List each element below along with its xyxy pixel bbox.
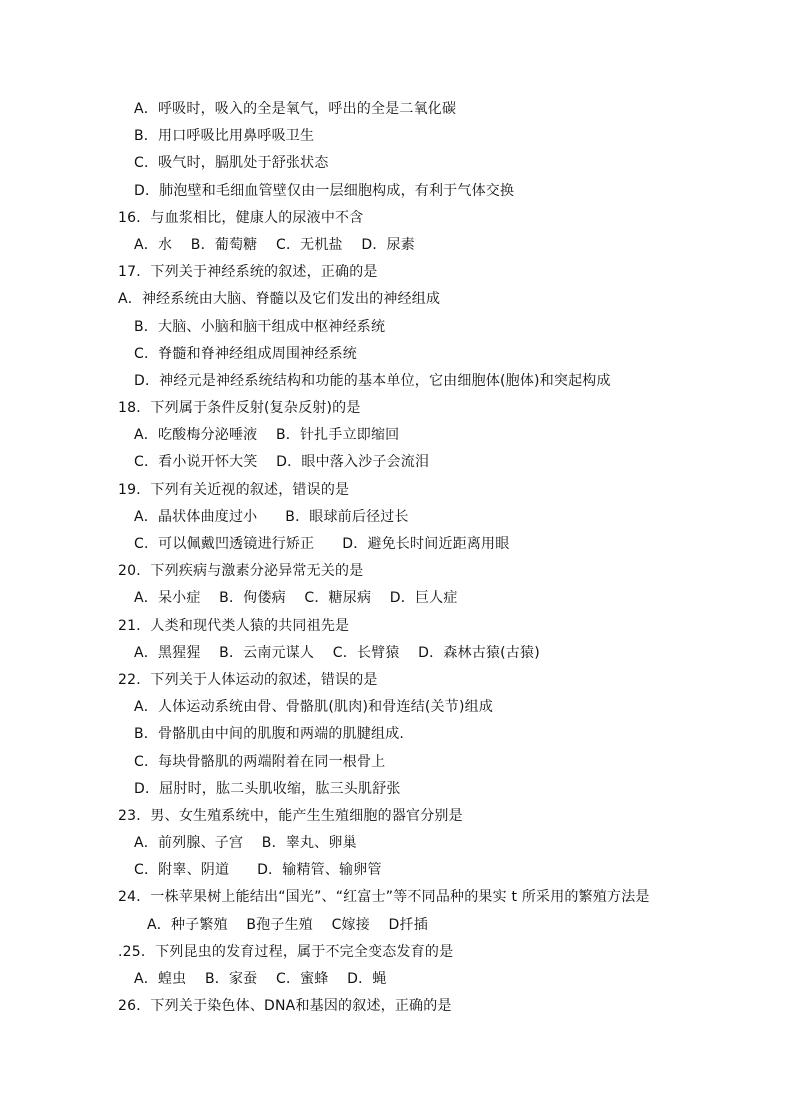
question-line: 22．下列关于人体运动的叙述，错误的是 xyxy=(118,671,378,688)
option-line: B．骨骼肌由中间的肌腹和两端的肌腱组成. xyxy=(134,726,405,743)
option-line: C．每块骨骼肌的两端附着在同一根骨上 xyxy=(134,753,386,770)
option-line: A．晶状体曲度过小 B．眼球前后径过长 xyxy=(134,508,409,525)
option-line: C．吸气时，膈肌处于舒张状态 xyxy=(134,155,329,172)
question-line: 17．下列关于神经系统的叙述，正确的是 xyxy=(118,264,378,281)
question-line: A．神经系统由大脑、脊髓以及它们发出的神经组成 xyxy=(118,291,441,308)
question-line: 26．下列关于染色体、DNA和基因的叙述，正确的是 xyxy=(118,998,452,1015)
option-line: A．前列腺、子宫 B．睾丸、卵巢 xyxy=(134,835,357,852)
question-line: 16．与血浆相比，健康人的尿液中不含 xyxy=(118,209,364,226)
option-line: C．脊髓和脊神经组成周围神经系统 xyxy=(134,345,357,362)
question-line: 18．下列属于条件反射(复杂反射)的是 xyxy=(118,400,361,417)
question-line: 19．下列有关近视的叙述，错误的是 xyxy=(118,481,350,498)
option-line: A．人体运动系统由骨、骨骼肌(肌肉)和骨连结(关节)组成 xyxy=(134,699,494,716)
option-line: D．神经元是神经系统结构和功能的基本单位，它由细胞体(胞体)和突起构成 xyxy=(134,372,611,389)
option-line: A．种子繁殖 B孢子生殖 C嫁接 D扦插 xyxy=(147,916,428,933)
question-line: 23．男、女生殖系统中，能产生生殖细胞的器官分别是 xyxy=(118,807,463,824)
question-line: 20．下列疾病与激素分泌异常无关的是 xyxy=(118,563,364,580)
option-line: A．水 B．葡萄糖 C．无机盐 D．尿素 xyxy=(134,236,415,253)
option-line: A．呆小症 B．佝偻病 C．糖尿病 D．巨人症 xyxy=(134,590,458,607)
option-line: A．黑猩猩 B．云南元谋人 C．长臂猿 D．森林古猿(古猿) xyxy=(134,644,540,661)
option-line: B．大脑、小脑和脑干组成中枢神经系统 xyxy=(134,318,386,335)
option-line: C．可以佩戴凹透镜进行矫正 D．避免长时间近距离用眼 xyxy=(134,536,510,552)
option-line: A．呼吸时，吸入的全是氧气，呼出的全是二氧化碳 xyxy=(134,101,457,117)
option-line: A．蝗虫 B．家蚕 C．蜜蜂 D．蝇 xyxy=(134,971,387,987)
question-line: 21．人类和现代类人猿的共同祖先是 xyxy=(118,617,350,634)
option-line: B．用口呼吸比用鼻呼吸卫生 xyxy=(134,128,315,145)
document-page xyxy=(0,96,790,1020)
question-line: .25．下列昆虫的发育过程，属于不完全变态发育的是 xyxy=(118,943,454,960)
option-line: D．屈肘时，肱二头肌收缩，肱三头肌舒张 xyxy=(134,780,401,797)
option-line: C．看小说开怀大笑 D．眼中落入沙子会流泪 xyxy=(134,454,430,471)
option-line: A．吃酸梅分泌唾液 B．针扎手立即缩回 xyxy=(134,427,400,444)
question-line: 24．一株苹果树上能结出“国光”、“红富士”等不同品种的果实 t 所采用的繁殖方法是 xyxy=(118,889,650,906)
option-line: C．附睾、阴道 D．输精管、输卵管 xyxy=(134,862,382,879)
option-line: D．肺泡壁和毛细血管壁仅由一层细胞构成，有利于气体交换 xyxy=(134,182,515,199)
